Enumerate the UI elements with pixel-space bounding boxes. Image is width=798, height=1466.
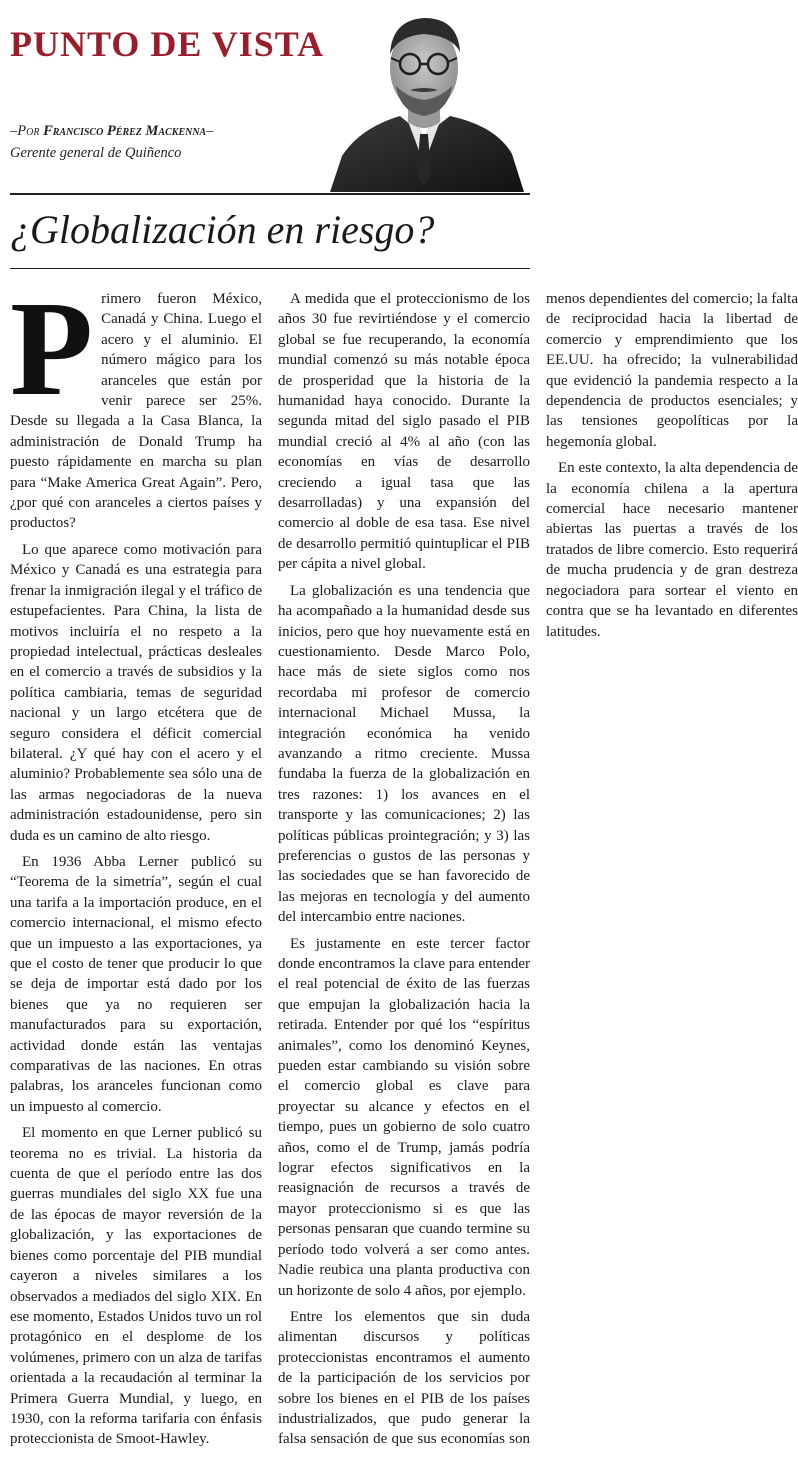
article-paragraph: Es justamente en este tercer factor donde encontramos la clave para entender el real potencial de éxito de las fuerzas que empujan la globalización hacia la retirada. Entender por qué los “espíritus animales”, como los denominó Keynes, pueden estar cambiando su visión sobre el comercio global es clave para proyectar su alcance y efectos en el tiempo, pues un gobierno de solo cuatro años, como el de Trump, jamás podría lograr efectos significativos en la reasignación de recursos a través de mayor proteccionismo si es que las personas pensaran que cuando termine su período todo volverá a ser como antes. Nadie reubica una planta productiva con un horizonte de solo 4 años, por ejemplo. bbox=[278, 935, 530, 1299]
byline bbox=[10, 120, 213, 164]
article-paragraph: La globalización es una tendencia que ha acompañado a la humanidad desde sus inicios, pero que hoy nuevamente está en cuestionamiento. Desde Marco Polo, hace más de siete siglos como nos recordaba mi profesor de comercio internacional Michael Mussa, la integración económica ha venido avanzando a ritmo creciente. Mussa fundaba la fuerza de la globalización en tres razones: 1) los avances en el transporte y las comunicaciones; 2) las políticas públicas prointegración; y 3) las preferencias o gustos de las personas y las sociedades que se han favorecido de las mejoras en tecnología y del aumento del intercambio entre naciones. bbox=[278, 582, 530, 926]
author-name: Francisco Pérez Mackenna bbox=[43, 123, 207, 139]
headline-rule bbox=[10, 268, 530, 269]
article-paragraph: El momento en que Lerner publicó su teorema no es trivial. La historia da cuenta de que el período entre las dos guerras mundiales del siglo XX fue una de las épocas de mayor reversión de la globalización, y las exportaciones de bienes como porcentaje del PIB mundial cayeron a niveles similares a los observados a mediados del siglo XIX. En ese momento, Estados Unidos tuvo un rol protagónico en el desplome de los volúmenes, primero con un alza de tarifas orientada a la recaudación al terminar la Primera Guerra Mundial, y luego, en 1930, con la reforma tarifaria con énfasis proteccionista de Smoot-Hawley. bbox=[10, 1125, 262, 1448]
article-paragraph: Entre los elementos que sin duda alimentan discursos y políticas proteccionistas encontramos el aumento de la participación de los servicios por sobre los bienes en el PIB de los países industrializados, que pudo generar la falsa sensación de que sus economías son menos dependientes del comercio; la falta de reciprocidad hacia la libertad de comercio y emprendimiento que los EE.UU. ha ofrecido; la vulnerabilidad que evidenció la pandemia respecto a la dependencia de productos esenciales; y las tensiones geopolíticas por la hegemonía global. bbox=[278, 291, 798, 1448]
byline-suffix: – bbox=[206, 123, 214, 139]
article-paragraph: En este contexto, la alta dependencia de la economía chilena a la apertura comercial hace necesario mantener abiertas las puertas a través de los tratados de libre comercio. Esto requerirá de mucha prudencia y de gran destreza negociadora para sortear el viento en contra que se ha levantado en diferentes latitudes. bbox=[546, 460, 798, 640]
author-line bbox=[10, 120, 213, 142]
header-rule bbox=[10, 193, 530, 195]
article-paragraph bbox=[10, 274, 262, 534]
drop-cap: P bbox=[10, 274, 94, 424]
article-body bbox=[10, 274, 798, 1459]
author-portrait bbox=[320, 6, 532, 192]
article-headline: ¿Globalización en riesgo? bbox=[10, 207, 435, 252]
author-role: Gerente general de Quiñenco bbox=[10, 145, 182, 161]
article-paragraph: Lo que aparece como motivación para México y Canadá es una estrategia para frenar la inmigración ilegal y el tráfico de estupefacientes. Para China, la lista de motivos incluiría el no respeto a la propiedad intelectual, prácticas desleales en el comercio a través de subsidios y la política cambiaria, temas de seguridad nacional y un largo etcétera que de seguro considera el déficit comercial bilateral. ¿Y qué hay con el acero y el aluminio? Probablemente sea sólo una de las armas negociadoras de la nueva administración estadounidense, pero sin duda es un camino de alto riesgo. bbox=[10, 541, 262, 844]
section-title: PUNTO DE VISTA bbox=[10, 24, 325, 64]
article-paragraph: A medida que el proteccionismo de los años 30 fue revirtiéndose y el comercio global se fue recuperando, la economía mundial comenzó su más notable época de prosperidad que la historia de la humanidad haya conocido. Durante la segunda mitad del siglo pasado el PIB mundial creció al 4% al año (con las economías en vías de desarrollo creciendo a igual tasa que las desarrolladas) y una expansión del comercio al doble de esa tasa. Ese nivel de desarrollo permitió quintuplicar el PIB per cápita a nivel global. bbox=[278, 291, 530, 573]
paragraph-text: rimero fueron México, Canadá y China. Luego el acero y el aluminio. El número mágico para los aranceles que están por venir parece ser 25%. Desde su llegada a la Casa Blanca, la administración de Donald Trump ha puesto rápidamente en marcha su plan para “Make America Great Again”. Pero, ¿por qué con aranceles a ciertos países y productos? bbox=[10, 291, 262, 532]
column-header bbox=[0, 0, 538, 196]
article-paragraph: En 1936 Abba Lerner publicó su “Teorema de la simetría”, según el cual una tarifa a la importación produce, en el comercio internacional, el mismo efecto que un impuesto a las exportaciones, ya que el costo de tener que producir lo que se deja de importar está dado por los bienes que ya no requieren ser manufacturados para su exportación, actividad donde están las ventajas comparativas de las naciones. En otras palabras, los aranceles funcionan como un impuesto al comercio. bbox=[10, 853, 262, 1115]
byline-prefix: –Por bbox=[10, 123, 44, 139]
